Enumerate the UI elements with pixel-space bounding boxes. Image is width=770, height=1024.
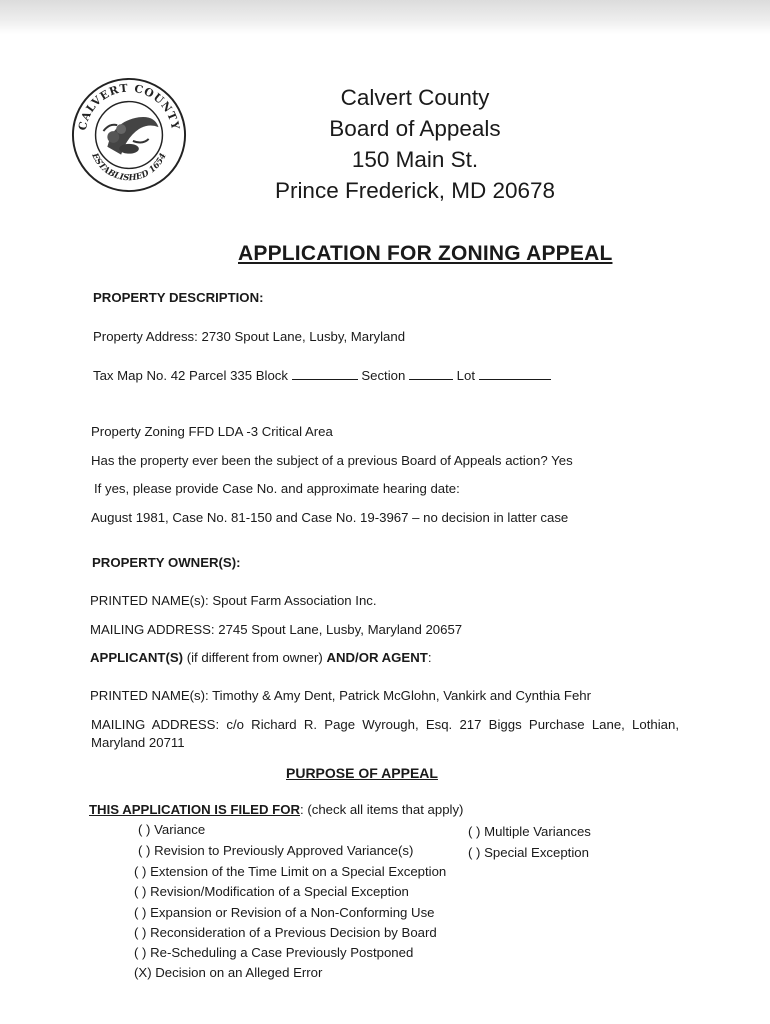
header-city: Prince Frederick, MD 20678 xyxy=(274,178,556,203)
section-label: Section xyxy=(361,368,406,383)
applicant-mailing-address: MAILING ADDRESS: c/o Richard R. Page Wyrough, Esq. 217 Biggs Purchase Lane, Lothian, xyxy=(91,717,679,732)
lot-field[interactable] xyxy=(479,367,551,380)
property-address: Property Address: 2730 Spout Lane, Lusby, Maryland xyxy=(93,329,406,344)
option-special-exception[interactable]: ( ) Special Exception xyxy=(468,845,589,860)
option-alleged-error[interactable]: (X) Decision on an Alleged Error xyxy=(134,965,323,980)
cornucopia-icon xyxy=(103,117,158,155)
seal-bottom-text: ESTABLISHED 1654 xyxy=(90,151,168,183)
purpose-heading: PURPOSE OF APPEAL xyxy=(286,765,438,781)
applicant-mailing-line2: Maryland 20711 xyxy=(91,735,185,750)
owners-heading: PROPERTY OWNER(S): xyxy=(92,555,241,570)
option-extension-time-limit[interactable]: ( ) Extension of the Time Limit on a Special Exception xyxy=(134,864,447,879)
option-reconsideration[interactable]: ( ) Reconsideration of a Previous Decision by Board xyxy=(134,925,437,940)
option-variance[interactable]: ( ) Variance xyxy=(138,822,206,837)
block-field[interactable] xyxy=(292,367,358,380)
tax-map-line xyxy=(93,367,551,383)
property-description-heading: PROPERTY DESCRIPTION: xyxy=(93,290,264,305)
header-county: Calvert County xyxy=(340,85,490,110)
county-seal-logo xyxy=(70,76,188,194)
scan-edge xyxy=(0,0,770,34)
applicants-heading: APPLICANT(S) (if different from owner) AND/OR AGENT: xyxy=(90,650,432,665)
case-history: August 1981, Case No. 81-150 and Case No. 19-3967 – no decision in latter case xyxy=(91,510,569,525)
header-board: Board of Appeals xyxy=(329,116,501,141)
option-revision-variance[interactable]: ( ) Revision to Previously Approved Variance(s) xyxy=(138,843,414,858)
case-prompt: If yes, please provide Case No. and approximate hearing date: xyxy=(94,481,460,496)
option-non-conforming-use[interactable]: ( ) Expansion or Revision of a Non-Conforming Use xyxy=(134,905,435,920)
form-title: APPLICATION FOR ZONING APPEAL xyxy=(238,242,613,265)
property-zoning: Property Zoning FFD LDA -3 Critical Area xyxy=(91,424,333,439)
owner-printed-name: PRINTED NAME(s): Spout Farm Association Inc. xyxy=(90,593,377,608)
filed-for-line: THIS APPLICATION IS FILED FOR: (check all items that apply) xyxy=(89,802,464,817)
option-rescheduling[interactable]: ( ) Re-Scheduling a Case Previously Postponed xyxy=(134,945,414,960)
lot-label: Lot xyxy=(456,368,476,383)
seal-top-text: CALVERT COUNTY xyxy=(75,81,183,132)
header-street: 150 Main St. xyxy=(351,147,479,172)
tax-map-prefix: Tax Map No. 42 Parcel 335 Block xyxy=(93,368,288,383)
section-field[interactable] xyxy=(409,367,453,380)
option-multiple-variances[interactable]: ( ) Multiple Variances xyxy=(468,824,591,839)
option-revision-special-exception[interactable]: ( ) Revision/Modification of a Special Exception xyxy=(134,884,409,899)
owner-mailing-address: MAILING ADDRESS: 2745 Spout Lane, Lusby, Maryland 20657 xyxy=(90,622,463,637)
previous-action-question: Has the property ever been the subject of a previous Board of Appeals action? Yes xyxy=(91,453,573,468)
board-header xyxy=(250,82,580,206)
applicant-printed-name: PRINTED NAME(s): Timothy & Amy Dent, Patrick McGlohn, Vankirk and Cynthia Fehr xyxy=(90,688,592,703)
